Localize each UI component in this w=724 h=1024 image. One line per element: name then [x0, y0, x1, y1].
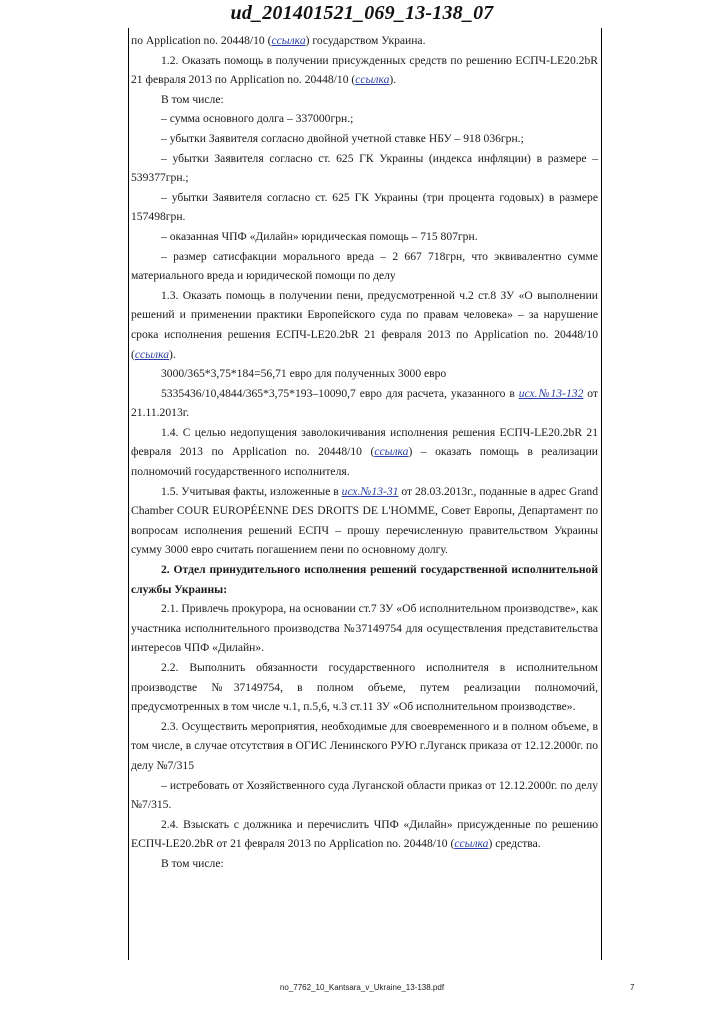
- text: ).: [169, 347, 176, 361]
- text: 1.4. С целью недопущения заволокичивания исполнения решения ЕСПЧ-LE20.2bR 21 февраля 2013 по Application no. 20448/10 (: [131, 425, 598, 459]
- page-number: 7: [630, 983, 635, 992]
- text: 2.4. Взыскать с должника и перечислить ЧПФ «Дилайн» присужденные по решению ЕСПЧ-LE20.2bR от 21 февраля 2013 по Application no. 20448/10 (: [131, 817, 598, 851]
- footer-filename: no_7762_10_Kantsara_v_Ukraine_13-138.pdf: [279, 983, 445, 992]
- paragraph: В том числе:: [161, 92, 224, 106]
- reference-link[interactable]: исх.№13-132: [518, 386, 584, 400]
- list-item: – размер сатисфакции морального вреда – 2 667 718грн, что эквивалентно сумме материального вреда и юридической помощи по делу: [131, 249, 598, 283]
- paragraph: [131, 482, 598, 560]
- paragraph: 2.2. Выполнить обязанности государственного исполнителя в исполнительном производстве №37149754, в полном объеме, путем реализации полномочий, предусмотренных в том числе ч.1, п.5,6, ч.3 ст.11 ЗУ «Об исполнительном производстве».: [131, 661, 598, 714]
- document-title: ud_201401521_069_13-138_07: [230, 2, 494, 24]
- paragraph: [131, 423, 598, 482]
- list-item: – убытки Заявителя согласно ст. 625 ГК Украины (три процента годовых) в размере 157498грн.: [131, 190, 598, 224]
- reference-link[interactable]: ссылка: [134, 347, 170, 361]
- text: 1.3. Оказать помощь в получении пени, предусмотренной ч.2 ст.8 ЗУ «О выполнении решений и применении практики Европейского суда по правам человека» – за нарушение срока исполнения решения ЕСПЧ-LE20.2bR 21 февраля 2013 по Application no. 20448/10 (: [131, 288, 598, 361]
- formula-line: [131, 384, 598, 423]
- formula-line: 3000/365*3,75*184=56,71 евро для полученных 3000 евро: [161, 367, 447, 381]
- list-item: – оказанная ЧПФ «Дилайн» юридическая помощь – 715 807грн.: [161, 229, 478, 243]
- paragraph: В том числе:: [161, 856, 224, 870]
- section-heading: 2. Отдел принудительного исполнения решений государственной исполнительной службы Украины:: [131, 563, 598, 596]
- paragraph: [131, 815, 598, 854]
- list-item: – убытки Заявителя согласно двойной учетной ставке НБУ – 918 036грн.;: [161, 131, 524, 145]
- document-body: [131, 31, 598, 874]
- paragraph: [131, 31, 598, 51]
- reference-link[interactable]: ссылка: [355, 73, 390, 87]
- text: 1.2. Оказать помощь в получении присужденных средств по решению ЕСПЧ-LE20.2bR 21 февраля 2013 по Application no. 20448/10 (: [131, 53, 598, 87]
- reference-link[interactable]: ссылка: [454, 837, 489, 851]
- text: от 21.11.2013г.: [131, 386, 598, 420]
- list-item: – истребовать от Хозяйственного суда Луганской области приказ от 12.12.2000г. по делу №7/315.: [131, 778, 598, 812]
- reference-link[interactable]: исх.№13-31: [341, 484, 399, 498]
- list-item: – сумма основного долга – 337000грн.;: [161, 112, 354, 126]
- paragraph: 2.3. Осуществить мероприятия, необходимые для своевременного и в полном объеме, в том числе, в случае отсутствия в ОГИС Ленинского РУЮ г.Луганск приказа от 12.12.2000г. по делу №7/315: [131, 719, 598, 772]
- paragraph: [131, 51, 598, 90]
- text: от 28.03.2013г., поданные в адрес Grand Chamber COUR EUROPÉENNE DES DROITS DE L'HOMME, Совет Европы, Департамент по вопросам исполнения решений ЕСПЧ – прошу перечисленную правительством Украины сумму 3000 евро считать погашением пени по основному долгу.: [131, 484, 598, 557]
- reference-link[interactable]: ссылка: [271, 34, 306, 47]
- paragraph: 2.1. Привлечь прокурора, на основании ст.7 ЗУ «Об исполнительном производстве», как участника исполнительного производства №37149754 для осуществления представительства интересов ЧПФ «Дилайн».: [131, 602, 598, 655]
- text: ) государством Украина.: [305, 34, 426, 47]
- text: ) – оказать помощь в реализации полномочий государственного исполнителя.: [131, 445, 599, 479]
- text: ) средства.: [488, 837, 541, 851]
- paragraph: [131, 286, 598, 364]
- text: ).: [389, 73, 397, 87]
- text: 1.5. Учитывая факты, изложенные в: [161, 484, 342, 498]
- text: 5335436/10,4844/365*3,75*193–10090,7 евро для расчета, указанного в: [161, 386, 519, 400]
- reference-link[interactable]: ссылка: [374, 445, 409, 459]
- text: по Application no. 20448/10 (: [131, 34, 272, 47]
- list-item: – убытки Заявителя согласно ст. 625 ГК Украины (индекса инфляции) в размере – 539377грн.;: [131, 151, 598, 185]
